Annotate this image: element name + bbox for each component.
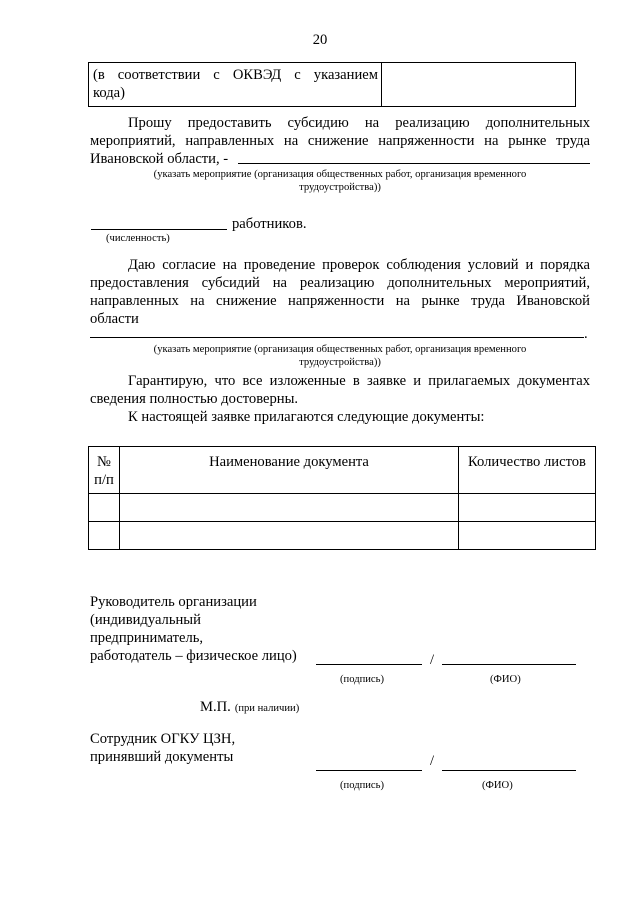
- consent-hint-line1: (указать мероприятие (организация общественных работ, организация временного: [153, 344, 527, 355]
- table-row: [89, 522, 596, 550]
- head-title-line-4: работодатель – физическое лицо): [90, 648, 297, 664]
- employee-fio-hint: (ФИО): [482, 780, 513, 791]
- documents-table: [88, 446, 596, 550]
- request-hint-line2: трудоустройства)): [299, 182, 381, 193]
- stamp-label: М.П.: [200, 699, 231, 715]
- head-title-line-3: предприниматель,: [90, 630, 204, 646]
- row-2-name[interactable]: [120, 522, 459, 550]
- row-2-count[interactable]: [459, 522, 596, 550]
- okved-value-cell[interactable]: [382, 63, 576, 107]
- page-number: 20: [312, 32, 328, 48]
- row-1-number[interactable]: [89, 494, 120, 522]
- head-fio-hint: (ФИО): [490, 674, 521, 685]
- employee-signature-hint: (подпись): [340, 780, 384, 791]
- guarantee-line-1: Гарантирую, что все изложенные в заявке и прилагаемых документах: [128, 373, 590, 389]
- employee-signature-field[interactable]: [316, 770, 422, 771]
- col-number-header: № п/п: [89, 447, 120, 494]
- head-fio-field[interactable]: [442, 664, 576, 665]
- row-1-count[interactable]: [459, 494, 596, 522]
- employee-slash: /: [430, 753, 435, 769]
- okved-label-line2: кода): [93, 85, 125, 101]
- consent-line-1: Даю согласие на проведение проверок соблюдения условий и порядка: [128, 257, 590, 273]
- workers-hint: (численность): [106, 233, 170, 244]
- consent-end-mark: .: [584, 326, 588, 342]
- head-slash: /: [430, 652, 435, 668]
- guarantee-line-2: сведения полностью достоверны.: [90, 391, 299, 407]
- documents-table-header: [89, 447, 596, 494]
- request-line-1: Прошу предоставить субсидию на реализацию дополнительных: [128, 115, 590, 131]
- consent-line-2: предоставления субсидий на реализацию дополнительных мероприятий,: [90, 275, 590, 291]
- table-row: [89, 494, 596, 522]
- consent-line-3: направленных на снижение напряженности на рынке труда Ивановской: [90, 293, 590, 309]
- employee-title-line-1: Сотрудник ОГКУ ЦЗН,: [90, 731, 236, 747]
- row-1-name[interactable]: [120, 494, 459, 522]
- row-2-number[interactable]: [89, 522, 120, 550]
- request-line-3: Ивановской области, -: [90, 151, 229, 167]
- workers-label: работников.: [232, 216, 307, 232]
- head-signature-field[interactable]: [316, 664, 422, 665]
- head-title-line-1: Руководитель организации: [90, 594, 257, 610]
- request-activity-field[interactable]: [238, 163, 590, 164]
- head-signature-hint: (подпись): [340, 674, 384, 685]
- col-count-header: Количество листов: [459, 447, 596, 494]
- request-hint-line1: (указать мероприятие (организация общественных работ, организация временного: [153, 169, 527, 180]
- employee-title-line-2: принявший документы: [90, 749, 234, 765]
- okved-table: [88, 62, 576, 107]
- stamp-note: (при наличии): [234, 703, 300, 714]
- attached-docs-heading: К настоящей заявке прилагаются следующие документы:: [128, 409, 485, 425]
- consent-hint-line2: трудоустройства)): [299, 357, 381, 368]
- consent-line-4: области: [90, 311, 139, 327]
- head-title-line-2: (индивидуальный: [90, 612, 201, 628]
- okved-label-line1: (в соответствии с ОКВЭД с указанием: [93, 67, 378, 83]
- request-line-2: мероприятий, направленных на снижение напряженности на рынке труда: [90, 133, 590, 149]
- employee-fio-field[interactable]: [442, 770, 576, 771]
- consent-activity-field[interactable]: [90, 337, 584, 338]
- workers-count-field[interactable]: [91, 229, 227, 230]
- okved-label-cell: [89, 63, 382, 107]
- col-name-header: Наименование документа: [120, 447, 459, 494]
- stamp-place: [200, 698, 299, 716]
